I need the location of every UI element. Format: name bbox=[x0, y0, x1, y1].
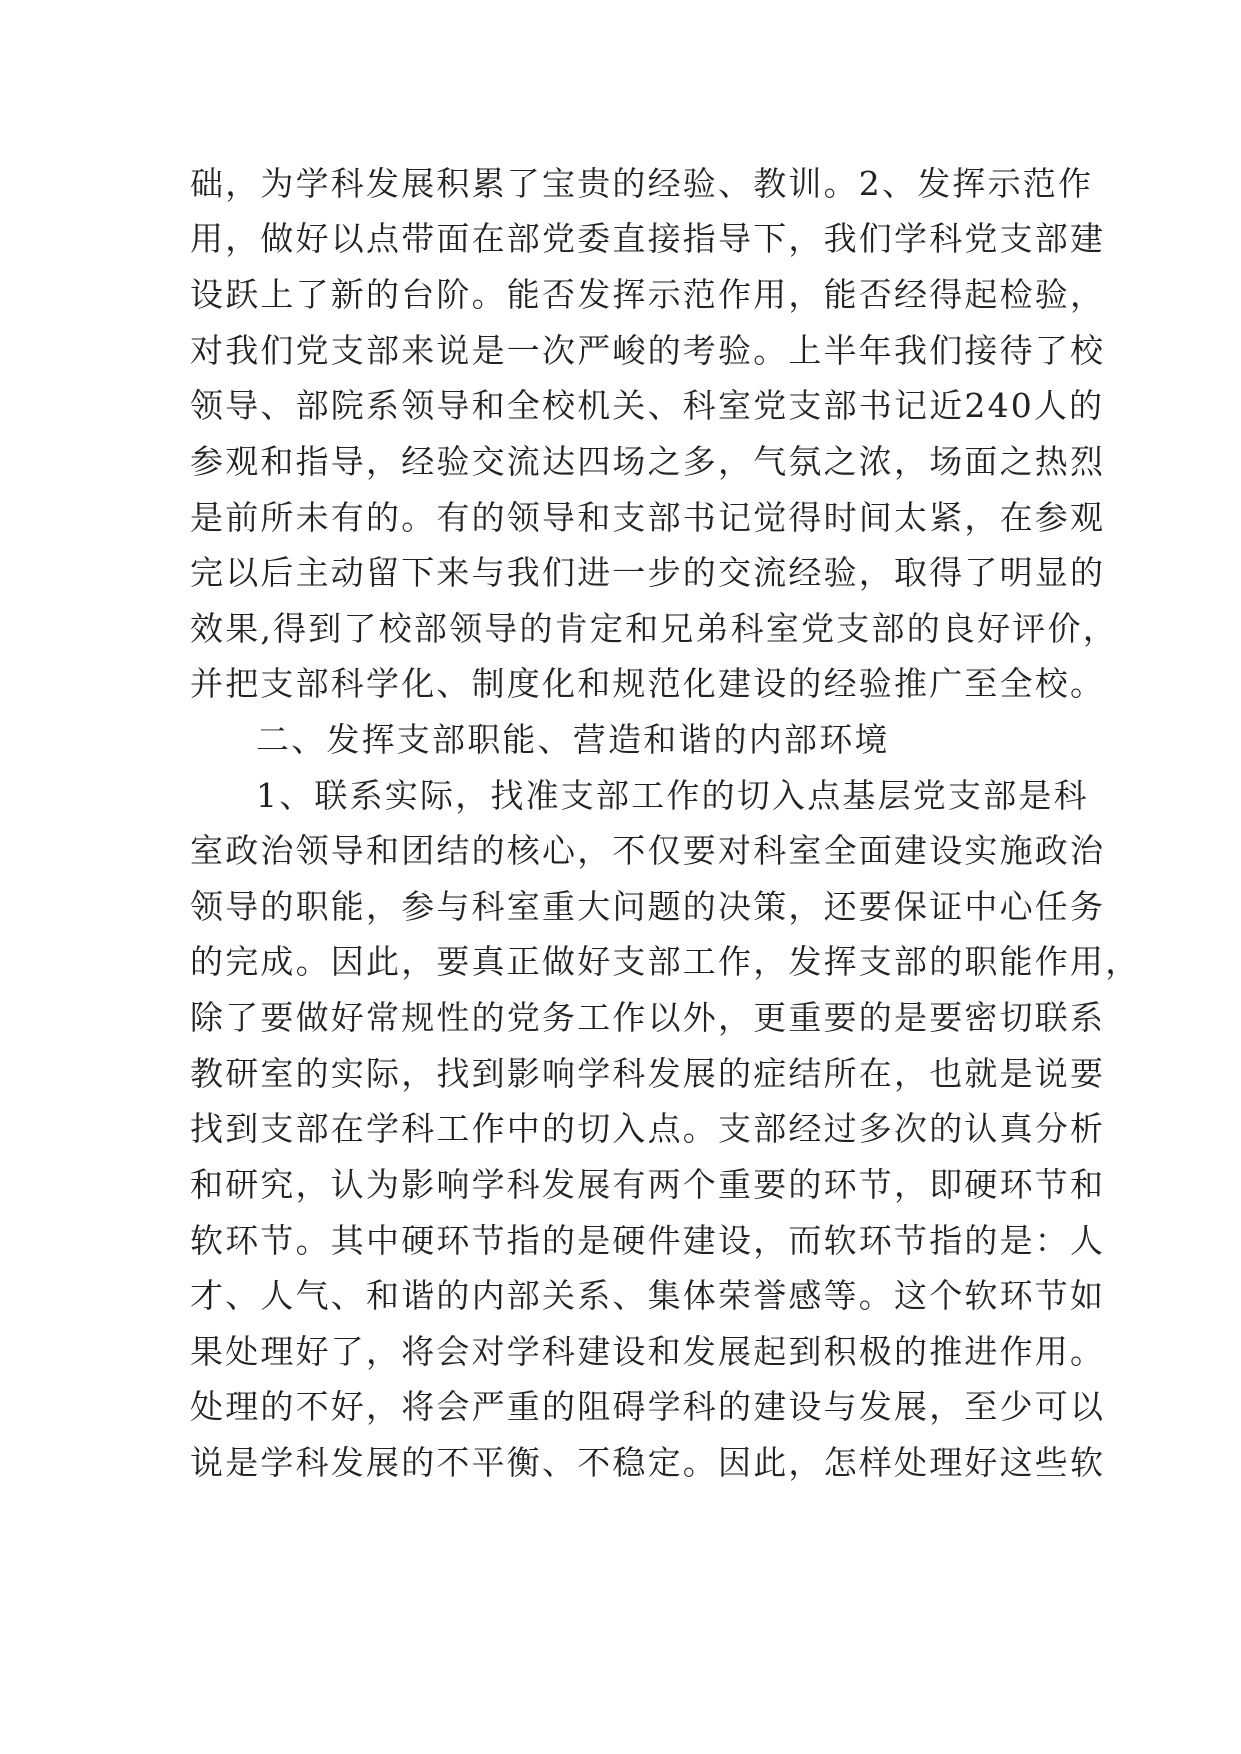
text-line: 软环节。其中硬环节指的是硬件建设，而软环节指的是：人 bbox=[190, 1221, 1106, 1260]
text-line: 参观和指导，经验交流达四场之多，气氛之浓，场面之热烈 bbox=[190, 442, 1106, 481]
text-line: 完以后主动留下来与我们进一步的交流经验，取得了明显的 bbox=[190, 553, 1106, 592]
text-line: 是前所未有的。有的领导和支部书记觉得时间太紧，在参观 bbox=[190, 498, 1106, 537]
section-heading: 二、发挥支部职能、营造和谐的内部环境 bbox=[256, 720, 890, 759]
text-line: 并把支部科学化、制度化和规范化建设的经验推广至全校。 bbox=[190, 664, 1106, 703]
text-line: 对我们党支部来说是一次严峻的考验。上半年我们接待了校 bbox=[190, 331, 1106, 370]
text-line: 才、人气、和谐的内部关系、集体荣誉感等。这个软环节如 bbox=[190, 1276, 1106, 1315]
text-line: 领导、部院系领导和全校机关、科室党支部书记近240人的 bbox=[190, 386, 1105, 425]
text-line: 和研究，认为影响学科发展有两个重要的环节，即硬环节和 bbox=[190, 1165, 1106, 1204]
text-line: 处理的不好，将会严重的阻碍学科的建设与发展，至少可以 bbox=[190, 1387, 1106, 1426]
text-line: 设跃上了新的台阶。能否发挥示范作用，能否经得起检验， bbox=[190, 275, 1106, 314]
text-line: 效果,得到了校部领导的肯定和兄弟科室党支部的良好评价， bbox=[190, 609, 1118, 648]
text-line: 室政治领导和团结的核心，不仅要对科室全面建设实施政治 bbox=[190, 831, 1106, 870]
text-line: 除了要做好常规性的党务工作以外，更重要的是要密切联系 bbox=[190, 998, 1106, 1037]
text-line: 用，做好以点带面在部党委直接指导下，我们学科党支部建 bbox=[190, 219, 1106, 258]
text-line: 果处理好了，将会对学科建设和发展起到积极的推进作用。 bbox=[190, 1332, 1106, 1371]
text-line: 教研室的实际，找到影响学科发展的症结所在，也就是说要 bbox=[190, 1054, 1106, 1093]
text-line: 领导的职能，参与科室重大问题的决策，还要保证中心任务 bbox=[190, 887, 1106, 926]
text-line: 1、联系实际，找准支部工作的切入点基层党支部是科 bbox=[256, 776, 1089, 815]
text-line: 的完成。因此，要真正做好支部工作，发挥支部的职能作用， bbox=[190, 942, 1141, 981]
text-line: 说是学科发展的不平衡、不稳定。因此，怎样处理好这些软 bbox=[190, 1443, 1106, 1482]
text-line: 找到支部在学科工作中的切入点。支部经过多次的认真分析 bbox=[190, 1109, 1106, 1148]
text-line: 础，为学科发展积累了宝贵的经验、教训。2、发挥示范作 bbox=[190, 164, 1094, 203]
